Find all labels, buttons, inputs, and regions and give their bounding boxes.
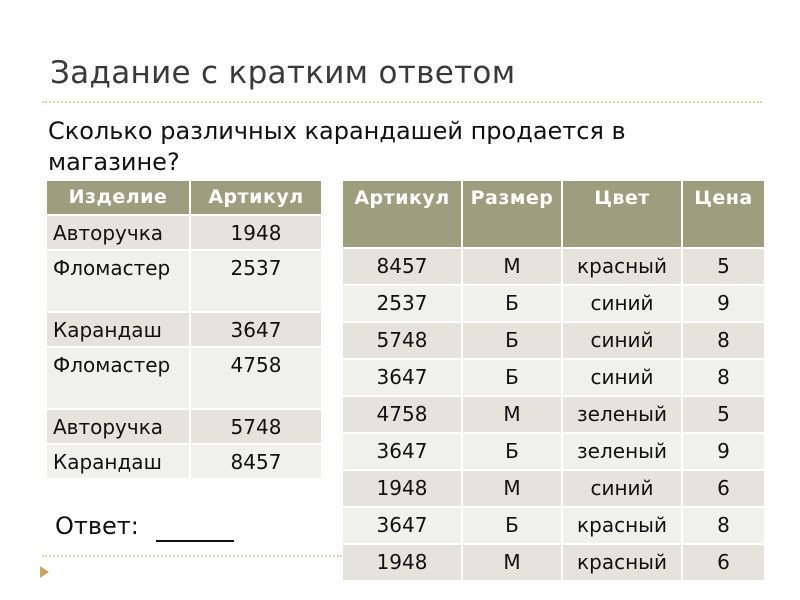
prices-header-row bbox=[343, 181, 766, 249]
cell-color: красный bbox=[563, 508, 683, 545]
title-divider bbox=[42, 101, 762, 103]
table-row bbox=[343, 249, 766, 286]
cell-size: Б bbox=[463, 434, 563, 471]
cell-size: Б bbox=[463, 508, 563, 545]
table-row bbox=[47, 216, 323, 251]
table-row bbox=[343, 434, 766, 471]
cell-price: 8 bbox=[683, 323, 766, 360]
product-name: Карандаш bbox=[47, 313, 191, 348]
cell-price: 9 bbox=[683, 286, 766, 323]
header-article: Артикул bbox=[343, 181, 463, 249]
cell-article: 4758 bbox=[343, 397, 463, 434]
answer-blank bbox=[156, 540, 234, 542]
header-color: Цвет bbox=[563, 181, 683, 249]
products-table bbox=[47, 181, 323, 480]
table-row bbox=[343, 397, 766, 434]
header-size: Размер bbox=[463, 181, 563, 249]
table-row bbox=[343, 545, 766, 582]
table-row bbox=[343, 286, 766, 323]
cell-color: зеленый bbox=[563, 434, 683, 471]
cell-price: 9 bbox=[683, 434, 766, 471]
cell-price: 6 bbox=[683, 471, 766, 508]
table-row bbox=[343, 471, 766, 508]
table-row bbox=[47, 313, 323, 348]
cell-color: синий bbox=[563, 286, 683, 323]
cell-article: 1948 bbox=[343, 545, 463, 582]
cell-article: 3647 bbox=[343, 508, 463, 545]
product-article: 2537 bbox=[191, 251, 323, 313]
cell-article: 3647 bbox=[343, 360, 463, 397]
table-row bbox=[47, 445, 323, 480]
cell-article: 5748 bbox=[343, 323, 463, 360]
cell-price: 8 bbox=[683, 508, 766, 545]
question-text: Сколько различных карандашей продается в магазине? bbox=[48, 117, 626, 176]
table-row bbox=[343, 508, 766, 545]
cell-size: М bbox=[463, 397, 563, 434]
prices-table bbox=[343, 181, 766, 582]
cell-size: Б bbox=[463, 323, 563, 360]
header-article: Артикул bbox=[191, 181, 323, 216]
product-article: 5748 bbox=[191, 410, 323, 445]
product-name: Карандаш bbox=[47, 445, 191, 480]
cell-size: М bbox=[463, 545, 563, 582]
table-row bbox=[343, 360, 766, 397]
product-name: Фломастер bbox=[47, 348, 191, 410]
product-article: 4758 bbox=[191, 348, 323, 410]
table-row bbox=[47, 348, 323, 410]
cell-color: синий bbox=[563, 360, 683, 397]
cell-article: 1948 bbox=[343, 471, 463, 508]
product-name: Авторучка bbox=[47, 216, 191, 251]
cell-size: М bbox=[463, 471, 563, 508]
cell-size: Б bbox=[463, 360, 563, 397]
table-row bbox=[47, 410, 323, 445]
slide-arrow-icon bbox=[40, 566, 49, 578]
product-name: Фломастер bbox=[47, 251, 191, 313]
product-article: 8457 bbox=[191, 445, 323, 480]
cell-size: Б bbox=[463, 286, 563, 323]
header-product: Изделие bbox=[47, 181, 191, 216]
answer-label: Ответ: bbox=[55, 512, 139, 540]
cell-color: зеленый bbox=[563, 397, 683, 434]
cell-size: М bbox=[463, 249, 563, 286]
table-row bbox=[343, 323, 766, 360]
cell-price: 8 bbox=[683, 360, 766, 397]
cell-price: 5 bbox=[683, 249, 766, 286]
footer-divider bbox=[42, 555, 342, 557]
cell-price: 5 bbox=[683, 397, 766, 434]
cell-color: красный bbox=[563, 545, 683, 582]
cell-article: 2537 bbox=[343, 286, 463, 323]
cell-article: 3647 bbox=[343, 434, 463, 471]
header-price: Цена bbox=[683, 181, 766, 249]
product-name: Авторучка bbox=[47, 410, 191, 445]
product-article: 1948 bbox=[191, 216, 323, 251]
products-header-row bbox=[47, 181, 323, 216]
cell-article: 8457 bbox=[343, 249, 463, 286]
cell-color: красный bbox=[563, 249, 683, 286]
table-row bbox=[47, 251, 323, 313]
cell-color: синий bbox=[563, 323, 683, 360]
cell-color: синий bbox=[563, 471, 683, 508]
cell-price: 6 bbox=[683, 545, 766, 582]
product-article: 3647 bbox=[191, 313, 323, 348]
slide-title: Задание с кратким ответом bbox=[50, 55, 516, 91]
